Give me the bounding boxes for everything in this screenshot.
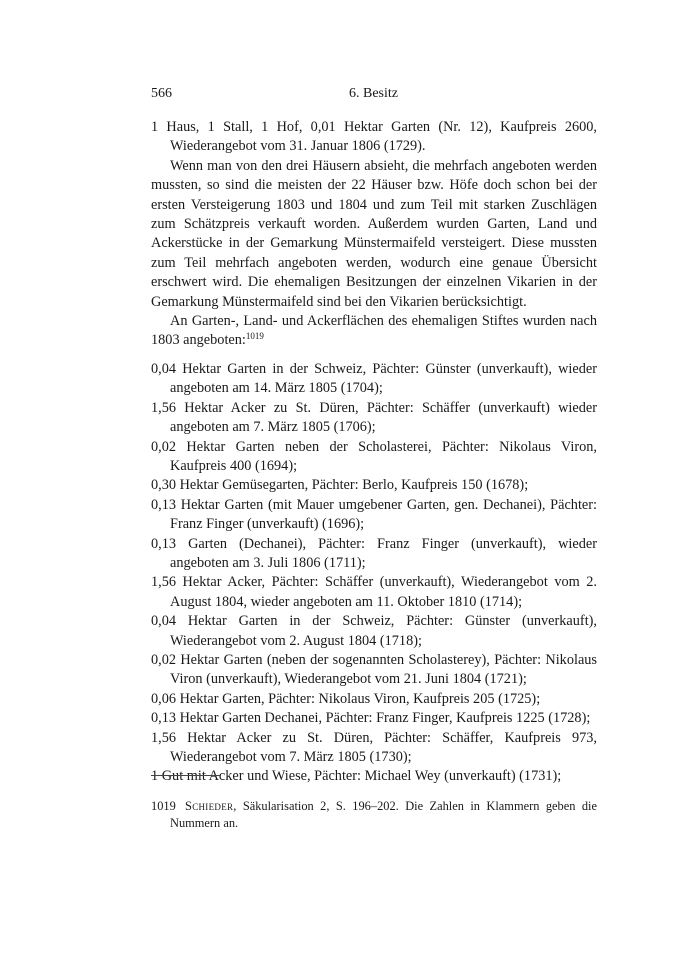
list-item: 1,56 Hektar Acker zu St. Düren, Pächter: Schäffer, Kaufpreis 973, Wiederangebot vom 7. März 1805 (1730); — [151, 729, 597, 765]
list-item: 1 Gut mit Acker und Wiese, Pächter: Michael Wey (unverkauft) (1731); — [151, 768, 562, 785]
page-number: 566 — [151, 86, 172, 101]
list-item: 0,04 Hektar Garten in der Schweiz, Pächter: Günster (unverkauft), Wiederangebot vom 2. August 1804 (1718); — [151, 613, 597, 649]
property-list — [151, 360, 597, 787]
footnote-divider — [151, 775, 221, 776]
footnote-reference[interactable]: 1019 — [245, 331, 264, 342]
list-item: 1,56 Hektar Acker zu St. Düren, Pächter: Schäffer (unverkauft) wieder angeboten am 7. März 1805 (1706); — [151, 399, 597, 436]
footnote-author: Schieder — [185, 799, 234, 814]
page-header — [151, 86, 596, 106]
list-item: 1,56 Hektar Acker, Pächter: Schäffer (unverkauft), Wiederangebot vom 2. August 1804, wieder angeboten am 11. Oktober 1810 (1714); — [151, 574, 597, 610]
footnote — [151, 798, 597, 832]
intro-list-item: 1 Haus, 1 Stall, 1 Hof, 0,01 Hektar Garten (Nr. 12), Kaufpreis 2600, Wiederangebot vom 31. Januar 1806 (1729). — [151, 119, 597, 155]
list-item: 0,13 Garten (Dechanei), Pächter: Franz Finger (unverkauft), wieder angeboten am 3. Juli 1806 (1711); — [151, 535, 597, 571]
list-item: 0,13 Hektar Garten Dechanei, Pächter: Franz Finger, Kaufpreis 1225 (1728); — [151, 710, 591, 727]
footnote-number: 1019 — [151, 799, 176, 814]
main-text — [151, 118, 597, 787]
footnote-text: , Säkularisation 2, S. 196–202. Die Zahlen in Klammern geben die Nummern an. — [170, 799, 597, 831]
running-head: 6. Besitz — [349, 86, 398, 101]
list-item: 0,02 Hektar Garten neben der Scholasterei, Pächter: Nikolaus Viron, Kaufpreis 400 (1694); — [151, 438, 597, 474]
lead-in-paragraph — [151, 312, 597, 351]
lead-in-text: An Garten-, Land- und Ackerflächen des ehemaligen Stiftes wurden nach 1803 angeboten: — [151, 313, 597, 349]
list-item: 0,02 Hektar Garten (neben der sogenannten Scholasterey), Pächter: Nikolaus Viron (unverkauft), Wiederangebot vom 21. Juni 1804 (1721); — [151, 651, 597, 688]
body-paragraph: Wenn man von den drei Häusern absieht, die mehrfach angeboten werden mussten, so sind die meisten der 22 Häuser bzw. Höfe doch schon bei der ersten Versteigerung 1803 und 1804 und zum Teil mit starken Zuschlägen zum Schätzpreis verkauft worden. Außerdem wurden Garten, Land und Ackerstücke in der Gemarkung Münstermaifeld versteigert. Diese mussten zum Teil mehrfach angeboten werden, wodurch eine genaue Übersicht erschwert wird. Die ehemaligen Besitzungen der einzelnen Vikarien in der Gemarkung Münstermaifeld sind bei den Vikarien berücksichtigt. — [151, 157, 597, 310]
list-item: 0,06 Hektar Garten, Pächter: Nikolaus Viron, Kaufpreis 205 (1725); — [151, 690, 541, 707]
list-item: 0,30 Hektar Gemüsegarten, Pächter: Berlo, Kaufpreis 150 (1678); — [151, 477, 529, 494]
list-item: 0,04 Hektar Garten in der Schweiz, Pächter: Günster (unverkauft), wieder angeboten am 14. März 1805 (1704); — [151, 360, 597, 397]
list-item: 0,13 Hektar Garten (mit Mauer umgebener Garten, gen. Dechanei), Pächter: Franz Finger (unverkauft) (1696); — [151, 496, 597, 533]
